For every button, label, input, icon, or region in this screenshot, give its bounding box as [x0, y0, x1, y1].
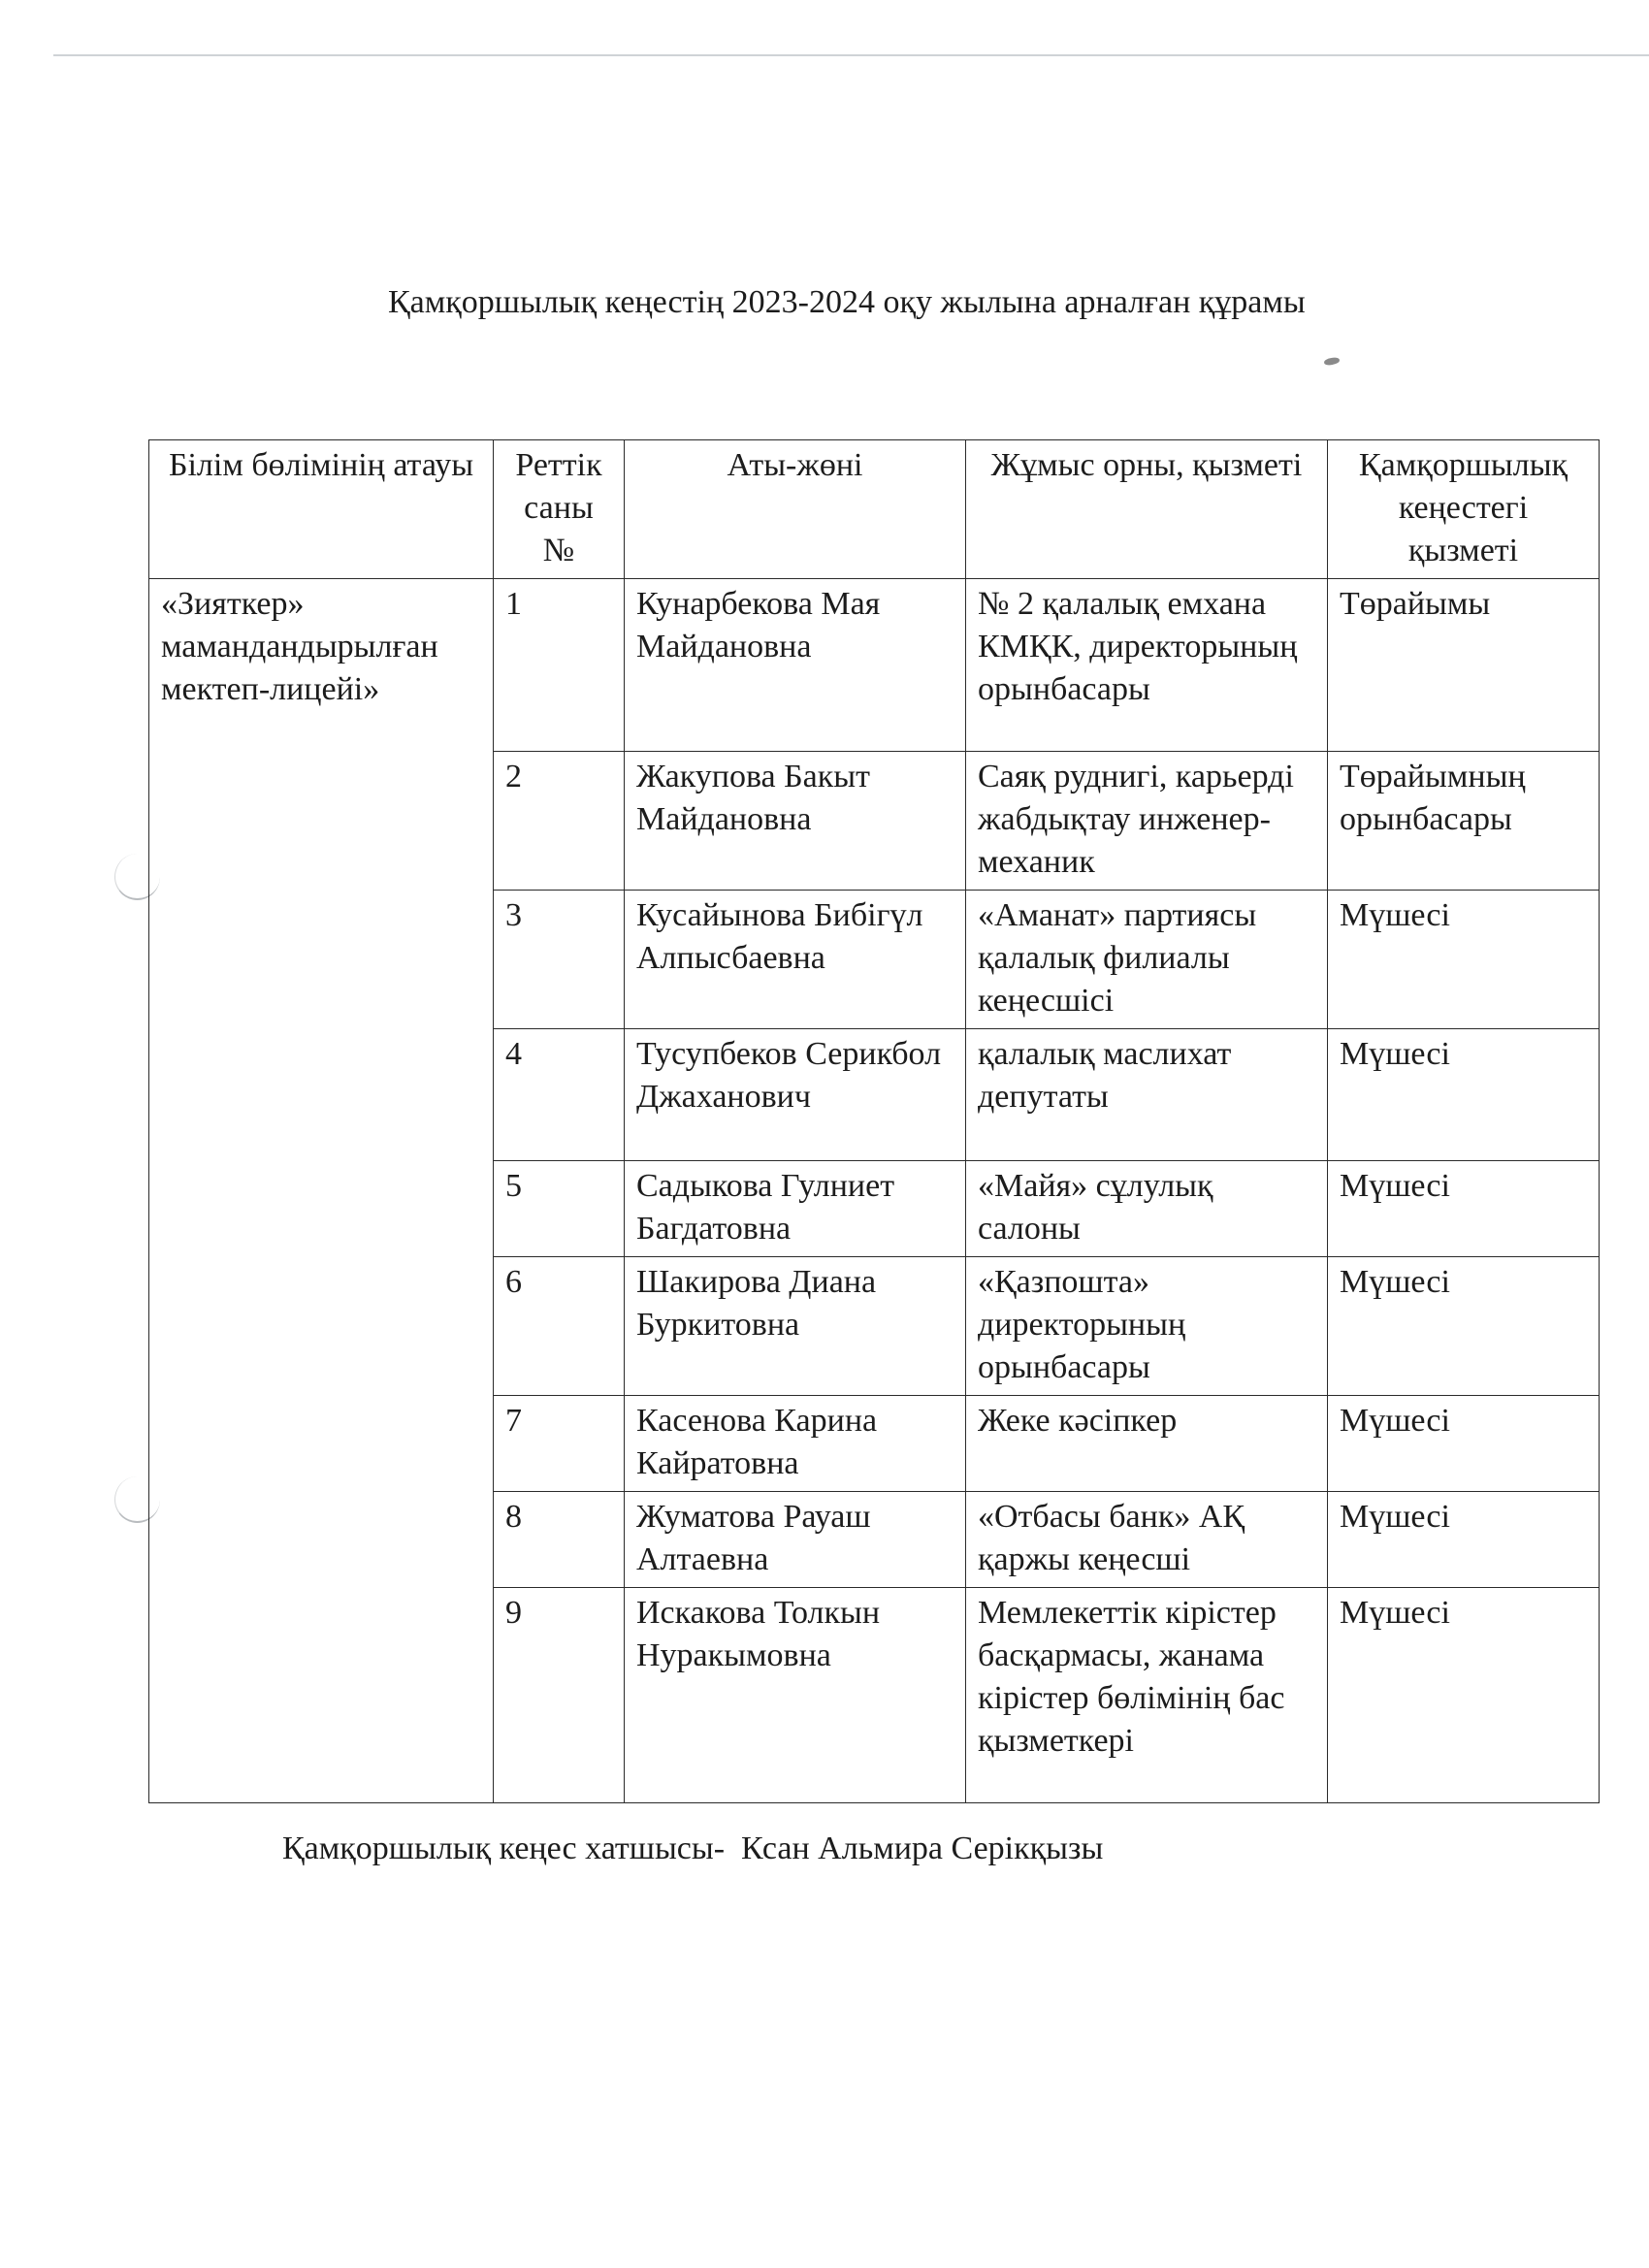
header-council-role: Қамқоршылық кеңестегі қызметі — [1328, 440, 1600, 579]
member-workplace: № 2 қалалық емхана КМҚК, директорының орынбасары — [966, 579, 1328, 752]
row-number: 8 — [494, 1492, 625, 1588]
member-role: Мүшесі — [1328, 1396, 1600, 1492]
member-name: Жуматова Рауаш Алтаевна — [625, 1492, 966, 1588]
member-name: Тусупбеков Серикбол Джаханович — [625, 1029, 966, 1161]
top-rule — [53, 54, 1649, 56]
row-number: 1 — [494, 579, 625, 752]
member-name: Кусайынова Бибігүл Алпысбаевна — [625, 891, 966, 1029]
table-header — [149, 440, 1600, 579]
row-number: 7 — [494, 1396, 625, 1492]
member-role: Төрайымы — [1328, 579, 1600, 752]
row-number: 9 — [494, 1588, 625, 1803]
member-workplace: «Майя» сұлулық салоны — [966, 1161, 1328, 1257]
member-workplace: қалалық маслихат депутаты — [966, 1029, 1328, 1161]
member-name: Касенова Карина Кайратовна — [625, 1396, 966, 1492]
row-number: 4 — [494, 1029, 625, 1161]
department-cell: «Зияткер» мамандандырылған мектеп-лицейі» — [149, 579, 494, 1803]
member-workplace: Саяқ руднигі, карьерді жабдықтау инженер-механик — [966, 752, 1328, 891]
member-name: Шакирова Диана Буркитовна — [625, 1257, 966, 1396]
header-workplace: Жұмыс орны, қызметі — [966, 440, 1328, 579]
secretary-signature-line: Қамқоршылық кеңес хатшысы- Ксан Альмира Серікқызы — [282, 1831, 1104, 1866]
table-body — [149, 579, 1600, 1803]
row-number: 5 — [494, 1161, 625, 1257]
row-number: 6 — [494, 1257, 625, 1396]
member-workplace: Мемлекеттік кірістер басқармасы, жанама кірістер бөлімінің бас қызметкері — [966, 1588, 1328, 1803]
row-number: 3 — [494, 891, 625, 1029]
scan-speck — [1324, 357, 1341, 366]
member-name: Садыкова Гулниет Багдатовна — [625, 1161, 966, 1257]
member-name: Жакупова Бакыт Майдановна — [625, 752, 966, 891]
council-table — [148, 439, 1600, 1803]
member-role: Мүшесі — [1328, 1492, 1600, 1588]
header-name: Аты-жөні — [625, 440, 966, 579]
member-role: Мүшесі — [1328, 1257, 1600, 1396]
member-workplace: Жеке кәсіпкер — [966, 1396, 1328, 1492]
member-role: Мүшесі — [1328, 1029, 1600, 1161]
member-workplace: «Аманат» партиясы қалалық филиалы кеңесшісі — [966, 891, 1328, 1029]
document-title: Қамқоршылық кеңестің 2023-2024 оқу жылына арналған құрамы — [388, 284, 1306, 320]
member-workplace: «Отбасы банк» АҚ қаржы кеңесші — [966, 1492, 1328, 1588]
member-role: Төрайымның орынбасары — [1328, 752, 1600, 891]
header-number: Реттік саны № — [494, 440, 625, 579]
member-name: Кунарбекова Мая Майдановна — [625, 579, 966, 752]
header-department: Білім бөлімінің атауы — [149, 440, 494, 579]
row-number: 2 — [494, 752, 625, 891]
member-role: Мүшесі — [1328, 1161, 1600, 1257]
member-role: Мүшесі — [1328, 891, 1600, 1029]
member-workplace: «Қазпошта» директорының орынбасары — [966, 1257, 1328, 1396]
member-name: Искакова Толкын Нуракымовна — [625, 1588, 966, 1803]
table-row — [149, 579, 1600, 752]
member-role: Мүшесі — [1328, 1588, 1600, 1803]
